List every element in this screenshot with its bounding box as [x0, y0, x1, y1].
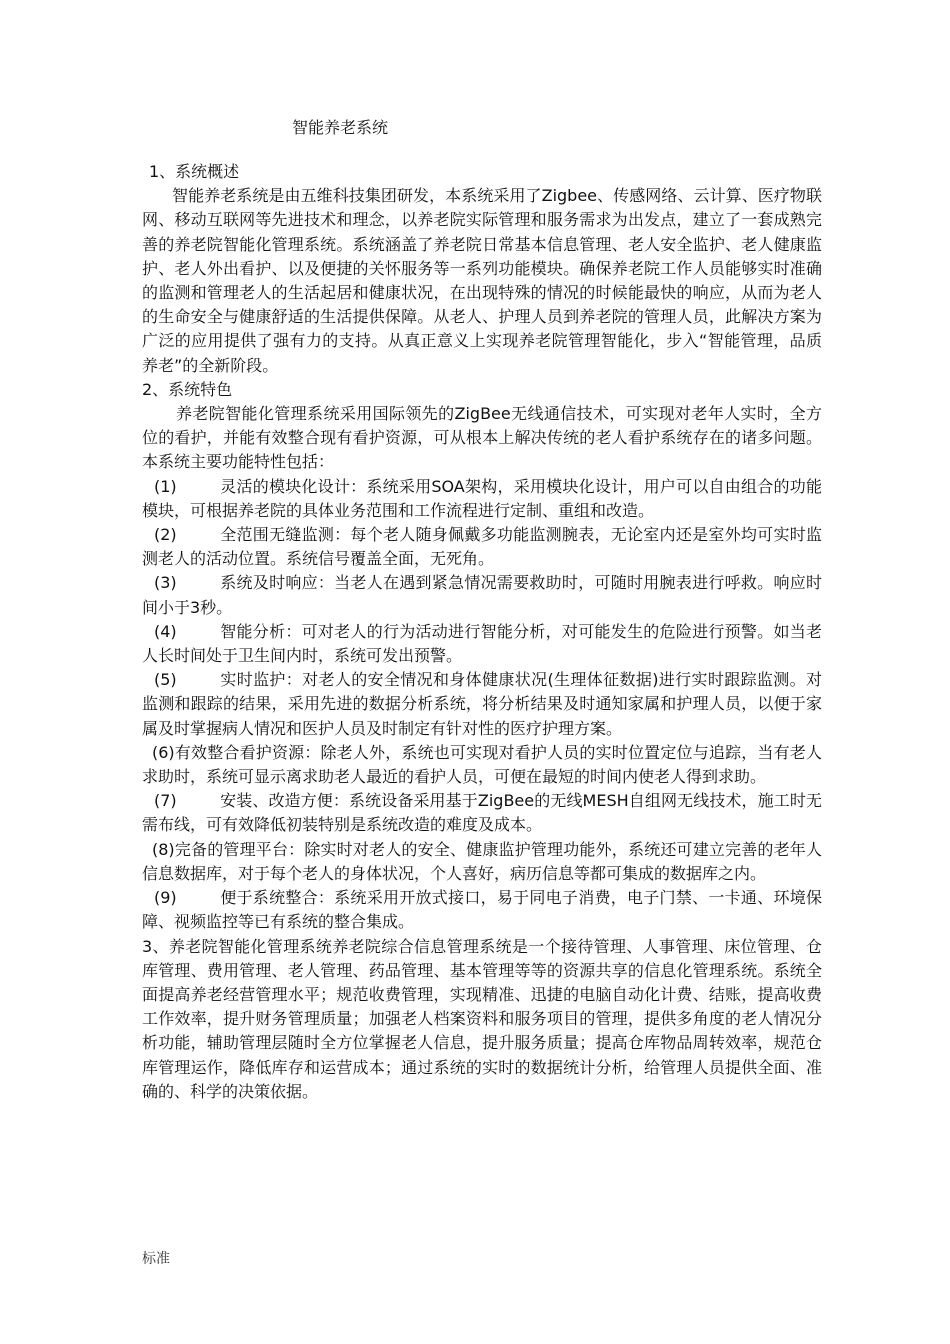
section-3-paragraph: 3、养老院智能化管理系统养老院综合信息管理系统是一个接待管理、人事管理、床位管理、仓库管理、费用管理、老人管理、药品管理、基本管理等等的资源共享的信息化管理系统。系统全面提高养老经营管理水平；规范收费管理，实现精准、迅捷的电脑自动化计费、结账，提高收费工作效率，提升财务管理质量；加强老人档案资料和服务项目的管理，提供多角度的老人情况分析功能，辅助管理层随时全方位掌握老人信息，提升服务质量；提高仓库物品周转效率，规范仓库管理运作，降低库存和运营成本；通过系统的实时的数据统计分析，给管理人员提供全面、准确的、科学的决策依据。 — [142, 936, 822, 1101]
feature-item-4 — [142, 620, 822, 668]
feature-number: (4) — [154, 621, 177, 641]
feature-number: (3) — [154, 573, 177, 593]
feature-item-3 — [142, 571, 822, 619]
feature-number: (9) — [154, 888, 177, 908]
page-footer: 标准 — [142, 1251, 170, 1267]
feature-text: 便于系统整合：系统采用开放式接口，易于同电子消费，电子门禁、一卡通、环境保障、视频监控等已有系统的整合集成。 — [142, 888, 822, 932]
feature-item-8 — [142, 838, 822, 886]
feature-text: 全范围无缝监测：每个老人随身佩戴多功能监测腕表，无论室内还是室外均可实时监测老人的活动位置。系统信号覆盖全面，无死角。 — [142, 525, 822, 569]
section-2-heading: 2、系统特色 — [142, 379, 233, 399]
feature-item-1 — [142, 475, 822, 523]
feature-text: 灵活的模块化设计：系统采用SOA架构，采用模块化设计，用户可以自由组合的功能模块，可根据养老院的具体业务范围和工作流程进行定制、重组和改造。 — [142, 476, 822, 520]
feature-item-5 — [142, 668, 822, 741]
feature-text: 安装、改造方便：系统设备采用基于ZigBee的无线MESH自组网无线技术，施工时无需布线，可有效降低初装特别是系统改造的难度及成本。 — [142, 791, 822, 835]
feature-number: (8) — [152, 839, 175, 859]
feature-text: 系统及时响应：当老人在遇到紧急情况需要救助时，可随时用腕表进行呼救。响应时间小于3秒。 — [142, 573, 822, 617]
document-body — [142, 160, 822, 1104]
feature-number: (2) — [154, 525, 177, 545]
feature-item-2 — [142, 523, 822, 571]
feature-number: (6) — [152, 742, 175, 762]
feature-text: 智能分析：可对老人的行为活动进行智能分析，对可能发生的危险进行预警。如当老人长时间处于卫生间内时，系统可发出预警。 — [142, 621, 822, 666]
feature-item-6 — [142, 741, 822, 789]
feature-item-9 — [142, 886, 822, 934]
feature-text: 实时监护：对老人的安全情况和身体健康状况(生理体征数据)进行实时跟踪监测。对监测和跟踪的结果，采用先进的数据分析系统，将分析结果及时通知家属和护理人员，以便于家属及时掌握病人情况和医护人员及时制定有针对性的医疗护理方案。 — [142, 670, 822, 738]
feature-text: 完备的管理平台：除实时对老人的安全、健康监护管理功能外，系统还可建立完善的老年人信息数据库，对于每个老人的身体状况，个人喜好，病历信息等都可集成的数据库之内。 — [142, 839, 822, 883]
feature-number: (5) — [154, 670, 177, 690]
section-2-paragraph: 养老院智能化管理系统采用国际领先的ZigBee无线通信技术，可实现对老年人实时，全方位的看护，并能有效整合现有看护资源，可从根本上解决传统的老人看护系统存在的诸多问题。本系统主要功能特性包括： — [142, 404, 822, 472]
document-title: 智能养老系统 — [292, 118, 389, 137]
feature-item-7 — [142, 789, 822, 837]
section-1-heading: 1、系统概述 — [149, 162, 240, 181]
feature-text: 有效整合看护资源：除老人外，系统也可实现对看护人员的实时位置定位与追踪，当有老人求助时，系统可显示离求助老人最近的看护人员，可便在最短的时间内使老人得到求助。 — [142, 742, 822, 787]
feature-number: (1) — [154, 476, 177, 496]
section-1-paragraph: 智能养老系统是由五维科技集团研发，本系统采用了Zigbee、传感网络、云计算、医疗物联网、移动互联网等先进技术和理念，以养老院实际管理和服务需求为出发点，建立了一套成熟完善的养老院智能化管理系统。系统涵盖了养老院日常基本信息管理、老人安全监护、老人健康监护、老人外出看护、以及便捷的关怀服务等一系列功能模块。确保养老院工作人员能够实时准确的监测和管理老人的生活起居和健康状况，在出现特殊的情况的时候能最快的响应，从而为老人的生命安全与健康舒适的生活提供保障。从老人、护理人员到养老院的管理人员，此解决方案为广泛的应用提供了强有力的支持。从真正意义上实现养老院管理智能化，步入“智能管理，品质养老”的全新阶段。 — [142, 186, 822, 375]
feature-number: (7) — [154, 791, 177, 811]
